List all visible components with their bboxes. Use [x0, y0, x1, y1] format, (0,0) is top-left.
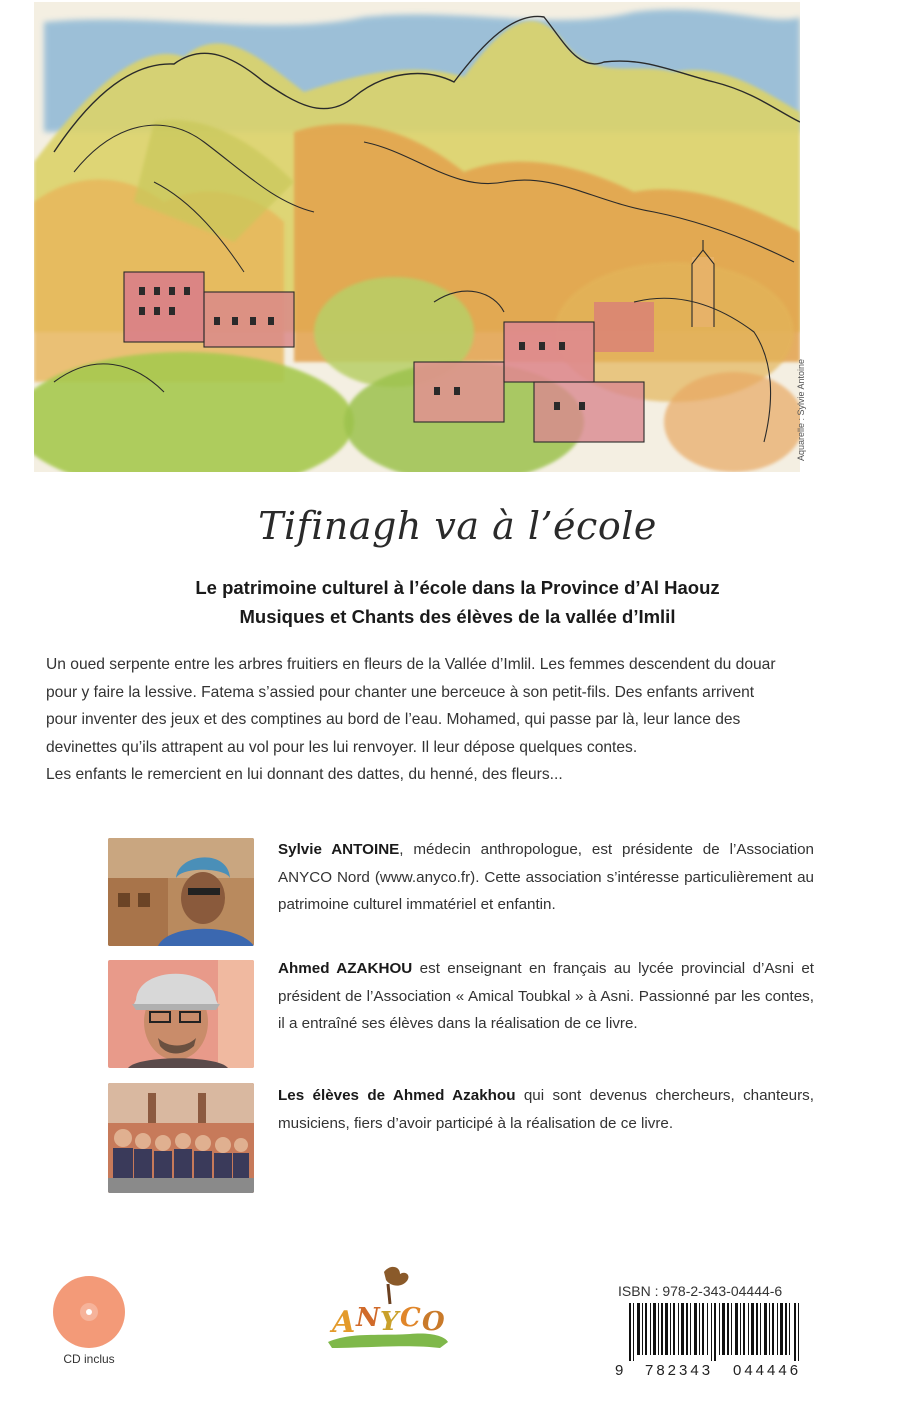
cd-label: CD inclus — [63, 1352, 115, 1366]
intro-line: Un oued serpente entre les arbres fruitiers en fleurs de la Vallée d’Imlil. Les femmes descendent du douar — [46, 656, 776, 673]
subtitle-line-2: Musiques et Chants des élèves de la vallée d’Imlil — [239, 606, 676, 627]
barcode-digit-group-1: 782343 — [645, 1362, 714, 1379]
intro-line: Les enfants le remercient en lui donnant des dattes, du henné, des fleurs... — [46, 766, 563, 783]
barcode-digit-group-2: 044446 — [733, 1362, 802, 1379]
bio-name: Sylvie ANTOINE — [278, 841, 400, 858]
subtitle-line-1: Le patrimoine culturel à l’école dans la Province d’Al Haouz — [195, 577, 720, 598]
intro-line: devinettes qu’ils attrapent au vol pour les lui renvoyer. Il leur dépose quelques contes. — [46, 738, 638, 756]
cover-painting — [34, 2, 800, 472]
cd-disc-icon — [52, 1275, 126, 1349]
photo-sylvie-antoine — [108, 838, 254, 946]
svg-text:A: A — [332, 1305, 356, 1340]
bio-ahmed-azakhou — [278, 955, 814, 1038]
svg-text:C: C — [400, 1303, 421, 1333]
photo-ahmed-azakhou — [108, 960, 254, 1068]
bio-sylvie-antoine — [278, 836, 814, 919]
bio-text: est enseignant en français au lycée provincial d’Asni et président de l’Association « Amical Toubkal » à Asni. Passionné par les contes, il a entraîné ses élèves dans la réalisation de ce livre. — [278, 960, 815, 1032]
intro-line: pour y faire la lessive. Fatema s’assied pour chanter une berceuce à son petit-fils. Des enfants arrivent — [46, 683, 755, 701]
bio-name: Les élèves de Ahmed Azakhou — [278, 1087, 516, 1104]
intro-paragraph — [46, 651, 826, 789]
svg-text:Y: Y — [380, 1307, 399, 1337]
anyco-logo — [320, 1262, 452, 1352]
bio-students — [278, 1082, 814, 1137]
painting-credit: Aquarelle : Sylvie Antoine — [796, 358, 806, 462]
isbn-number: ISBN : 978-2-343-04444-6 — [618, 1283, 783, 1299]
photo-students — [108, 1083, 254, 1193]
book-title: Tifinagh va à l’école — [258, 504, 657, 548]
bio-text: qui sont devenus chercheurs, chanteurs, musiciens, fiers d’avoir participé à la réalisation de ce livre. — [278, 1087, 814, 1132]
intro-line: pour inventer des jeux et des comptines au bord de l’eau. Mohamed, qui passe par là, leur lance des — [46, 711, 741, 728]
svg-text:N: N — [356, 1303, 380, 1333]
barcode-digit-prefix: 9 — [615, 1362, 624, 1379]
svg-text:O: O — [422, 1307, 445, 1337]
bio-text: , médecin anthropologue, est présidente de l’Association ANYCO Nord (www.anyco.fr). Cette association s’intéresse particulièrement au patrimoine culturel immatériel et enfantin. — [278, 841, 814, 913]
barcode — [617, 1303, 813, 1361]
bio-name: Ahmed AZAKHOU — [278, 960, 413, 977]
